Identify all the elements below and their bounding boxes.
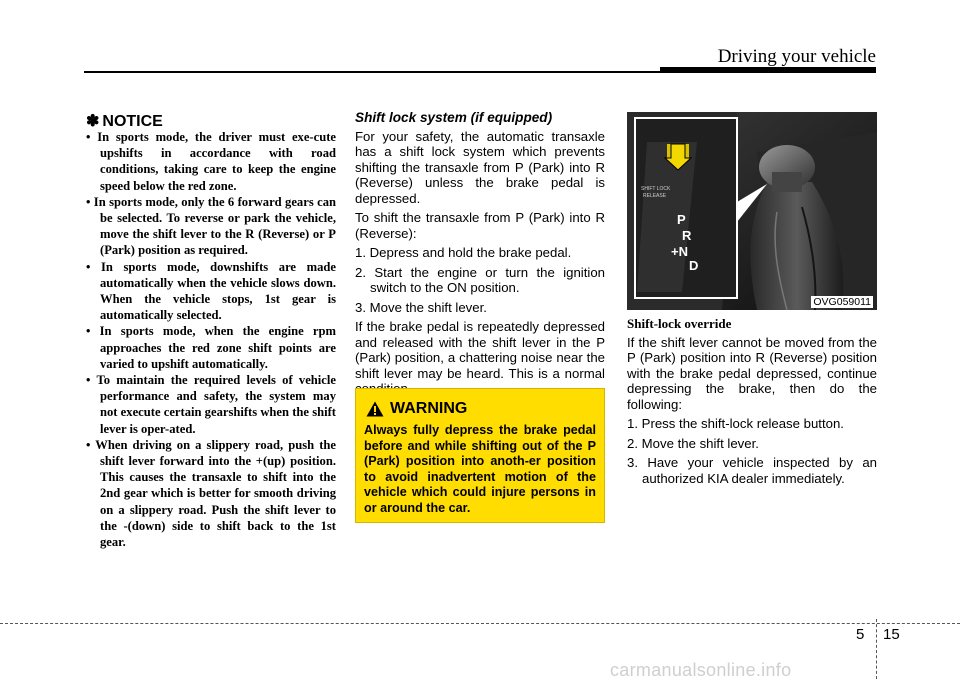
shift-lock-title: Shift lock system (if equipped)	[355, 110, 553, 125]
gate-letter: D	[689, 258, 699, 273]
notice-list	[86, 129, 336, 550]
watermark-text: carmanualsonline.info	[610, 660, 792, 680]
step-item: 3. Have your vehicle inspected by an authorized KIA dealer immediately.	[627, 455, 877, 486]
notice-item: • In sports mode, the driver must exe-cute upshifts in accordance with road conditions, taking care to keep the engine speed below the red zone.	[86, 129, 336, 194]
warning-title: WARNING	[390, 400, 468, 417]
gate-letter: +N	[671, 244, 688, 259]
notice-heading	[86, 111, 163, 131]
warning-box	[355, 388, 605, 523]
warning-heading	[366, 400, 467, 418]
shift-lock-lead: To shift the transaxle from P (Park) into R (Reverse):	[355, 210, 605, 241]
gate-letter: R	[682, 228, 692, 243]
gate-letter: P	[677, 212, 686, 227]
notice-title: NOTICE	[102, 113, 163, 130]
shift-lock-section	[355, 110, 605, 401]
chapter-number: 5	[856, 626, 865, 643]
shift-lock-steps	[355, 245, 605, 315]
override-intro: If the shift lever cannot be moved from the P (Park) position into R (Reverse) position with the brake pedal depressed, continue depressing the brake, then do the following:	[627, 334, 877, 412]
footer-rule	[0, 623, 960, 624]
notice-item: • In sports mode, when the engine rpm approaches the red zone shift points are varied to upshift automatically.	[86, 323, 336, 372]
release-label: SHIFT LOCK	[641, 186, 671, 192]
shift-lock-note: If the brake pedal is repeatedly depressed and released with the shift lever in the P (Park) position, a chattering noise near the shift lever may be heard. This is a normal	[355, 319, 605, 381]
shift-lock-intro: For your safety, the automatic transaxle has a shift lock system which prevents shifting the transaxle from P (Park) into R (Reverse) unless the brake pedal is depressed.	[355, 128, 605, 206]
step-item: 3. Move the shift lever.	[355, 299, 487, 315]
warning-text: Always fully depress the brake pedal before and while shifting out of the P (Park) position into anoth-er position to avoid inadvertent motion of the vehicle which could injure persons in or around the car.	[364, 423, 596, 515]
step-item: 2. Start the engine or turn the ignition switch to the ON position.	[355, 264, 605, 295]
notice-star-icon: ✽	[86, 113, 100, 130]
override-title: Shift-lock override	[627, 316, 732, 331]
override-steps	[627, 416, 877, 486]
notice-item: • To maintain the required levels of vehicle performance and safety, the system may not execute certain gearshifts when the shift lever is oper-ated.	[86, 372, 336, 437]
shift-lever-illustration	[627, 112, 877, 310]
release-label: RELEASE	[643, 193, 667, 199]
page-divider	[876, 619, 877, 679]
notice-item: • In sports mode, downshifts are made automatically when the vehicle slows down. When the vehicle stops, 1st gear is automatically selected.	[86, 259, 336, 324]
shift-lever-photo	[627, 112, 877, 310]
page-number: 15	[883, 626, 900, 643]
step-item: 1. Depress and hold the brake pedal.	[355, 245, 572, 260]
step-item: 1. Press the shift-lock release button.	[627, 416, 844, 431]
photo-caption: OVG059011	[813, 296, 871, 308]
override-section	[627, 316, 877, 490]
header-rule-accent	[660, 67, 876, 73]
notice-item: • In sports mode, only the 6 forward gears can be selected. To reverse or park the vehicle, move the shift lever to the R (Reverse) or P (Park) position as required.	[86, 194, 336, 259]
step-item: 2. Move the shift lever.	[627, 435, 759, 451]
section-title: Driving your vehicle	[717, 46, 876, 67]
warning-triangle-icon	[366, 401, 384, 417]
notice-item: • When driving on a slippery road, push the shift lever forward into the +(up) position. This causes the transaxle to shift into the 2nd gear which is better for smooth driving on a slippery road. Push the shift lever to the -(down) side to shift back to the 1st gear.	[86, 437, 336, 550]
